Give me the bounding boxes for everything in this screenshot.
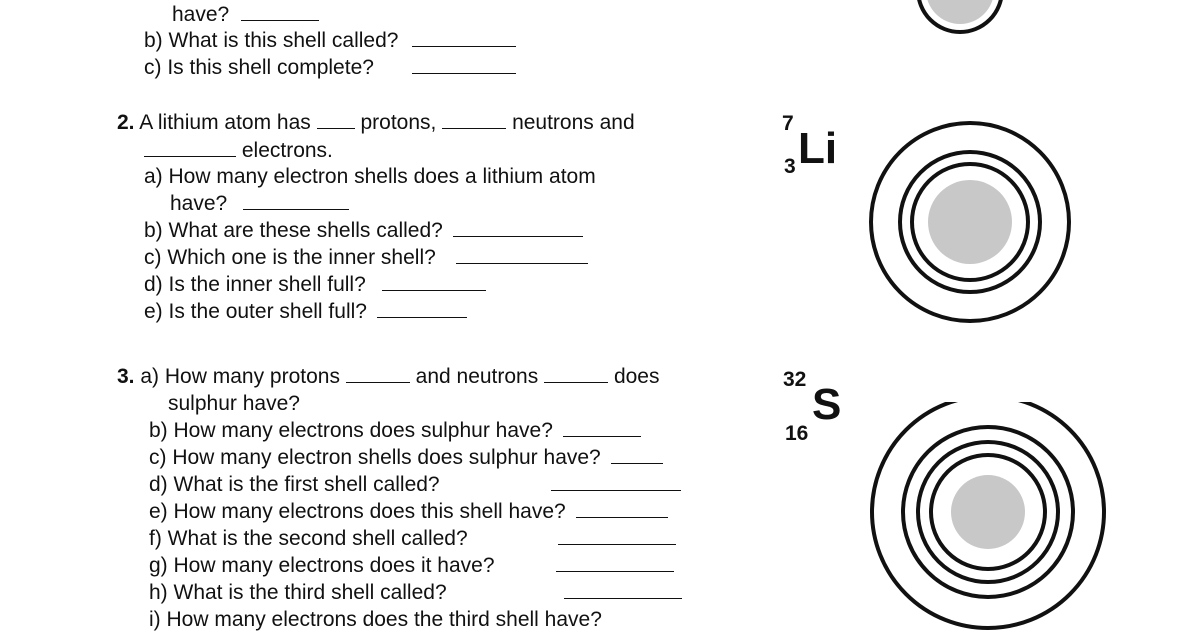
q3-h: h) What is the third shell called? [149, 580, 682, 606]
s-atomic-number: 16 [785, 422, 809, 445]
q3-e-answer-blank[interactable] [576, 499, 668, 518]
q2-e: e) Is the outer shell full? [144, 299, 467, 325]
q3-c-answer-blank[interactable] [611, 445, 663, 464]
q1-nucleus [926, 0, 994, 24]
q2-d: d) Is the inner shell full? [144, 272, 486, 298]
q3-i: i) How many electrons does the third shell have? [149, 608, 602, 631]
s-element-symbol: S [812, 380, 842, 429]
q3-c: c) How many electron shells does sulphur have? [149, 445, 663, 471]
q2-b: b) What are these shells called? [144, 218, 583, 244]
q2-line1: 2. A lithium atom has protons, neutrons and [117, 111, 635, 134]
q1-atom-diagram [890, 0, 1030, 70]
li-element-symbol: Li [798, 124, 838, 173]
q3-h-answer-blank[interactable] [564, 580, 682, 599]
q2-c: c) Which one is the inner shell? [144, 245, 588, 271]
q2-line2: electrons. [144, 138, 333, 164]
q2-d-answer-blank[interactable] [382, 272, 486, 291]
q1-c-answer-blank[interactable] [412, 55, 516, 74]
q2-c-answer-blank[interactable] [456, 245, 588, 264]
li-atomic-number: 3 [784, 155, 796, 178]
q2-electrons-blank[interactable] [144, 138, 236, 157]
q3-protons-blank[interactable] [346, 364, 410, 383]
q3-d: d) What is the first shell called? [149, 472, 681, 498]
q3-f-answer-blank[interactable] [558, 526, 676, 545]
q1-a-continued: have? [172, 2, 319, 28]
s-mass-number: 32 [783, 368, 807, 391]
lithium-atom-diagram [866, 120, 1076, 326]
q3-b-answer-blank[interactable] [563, 418, 641, 437]
q2-a: a) How many electron shells does a lithium atom [144, 165, 596, 188]
q2-a-continued: have? [170, 191, 349, 217]
q2-protons-blank[interactable] [317, 110, 355, 129]
q3-line1-continued: sulphur have? [168, 392, 300, 415]
q1-c: c) Is this shell complete? [144, 55, 516, 81]
q2-e-answer-blank[interactable] [377, 299, 467, 318]
q3-g-answer-blank[interactable] [556, 553, 674, 572]
li-mass-number: 7 [782, 112, 794, 135]
s-nucleus [951, 475, 1025, 549]
q3-g: g) How many electrons does it have? [149, 553, 674, 579]
q1-b-answer-blank[interactable] [412, 28, 516, 47]
li-nucleus [928, 180, 1012, 264]
q3-neutrons-blank[interactable] [544, 364, 608, 383]
q2-b-answer-blank[interactable] [453, 218, 583, 237]
q3-d-answer-blank[interactable] [551, 472, 681, 491]
q3-e: e) How many electrons does this shell have? [149, 499, 668, 525]
q2-a-answer-blank[interactable] [243, 191, 349, 210]
q1-b: b) What is this shell called? [144, 28, 516, 54]
q3-line1: 3. a) How many protons and neutrons does [117, 365, 660, 388]
q3-f: f) What is the second shell called? [149, 526, 676, 552]
q3-b: b) How many electrons does sulphur have? [149, 418, 641, 444]
sulphur-atom-diagram [866, 402, 1110, 630]
q2-neutrons-blank[interactable] [442, 110, 506, 129]
q1-a-answer-blank[interactable] [241, 2, 319, 21]
